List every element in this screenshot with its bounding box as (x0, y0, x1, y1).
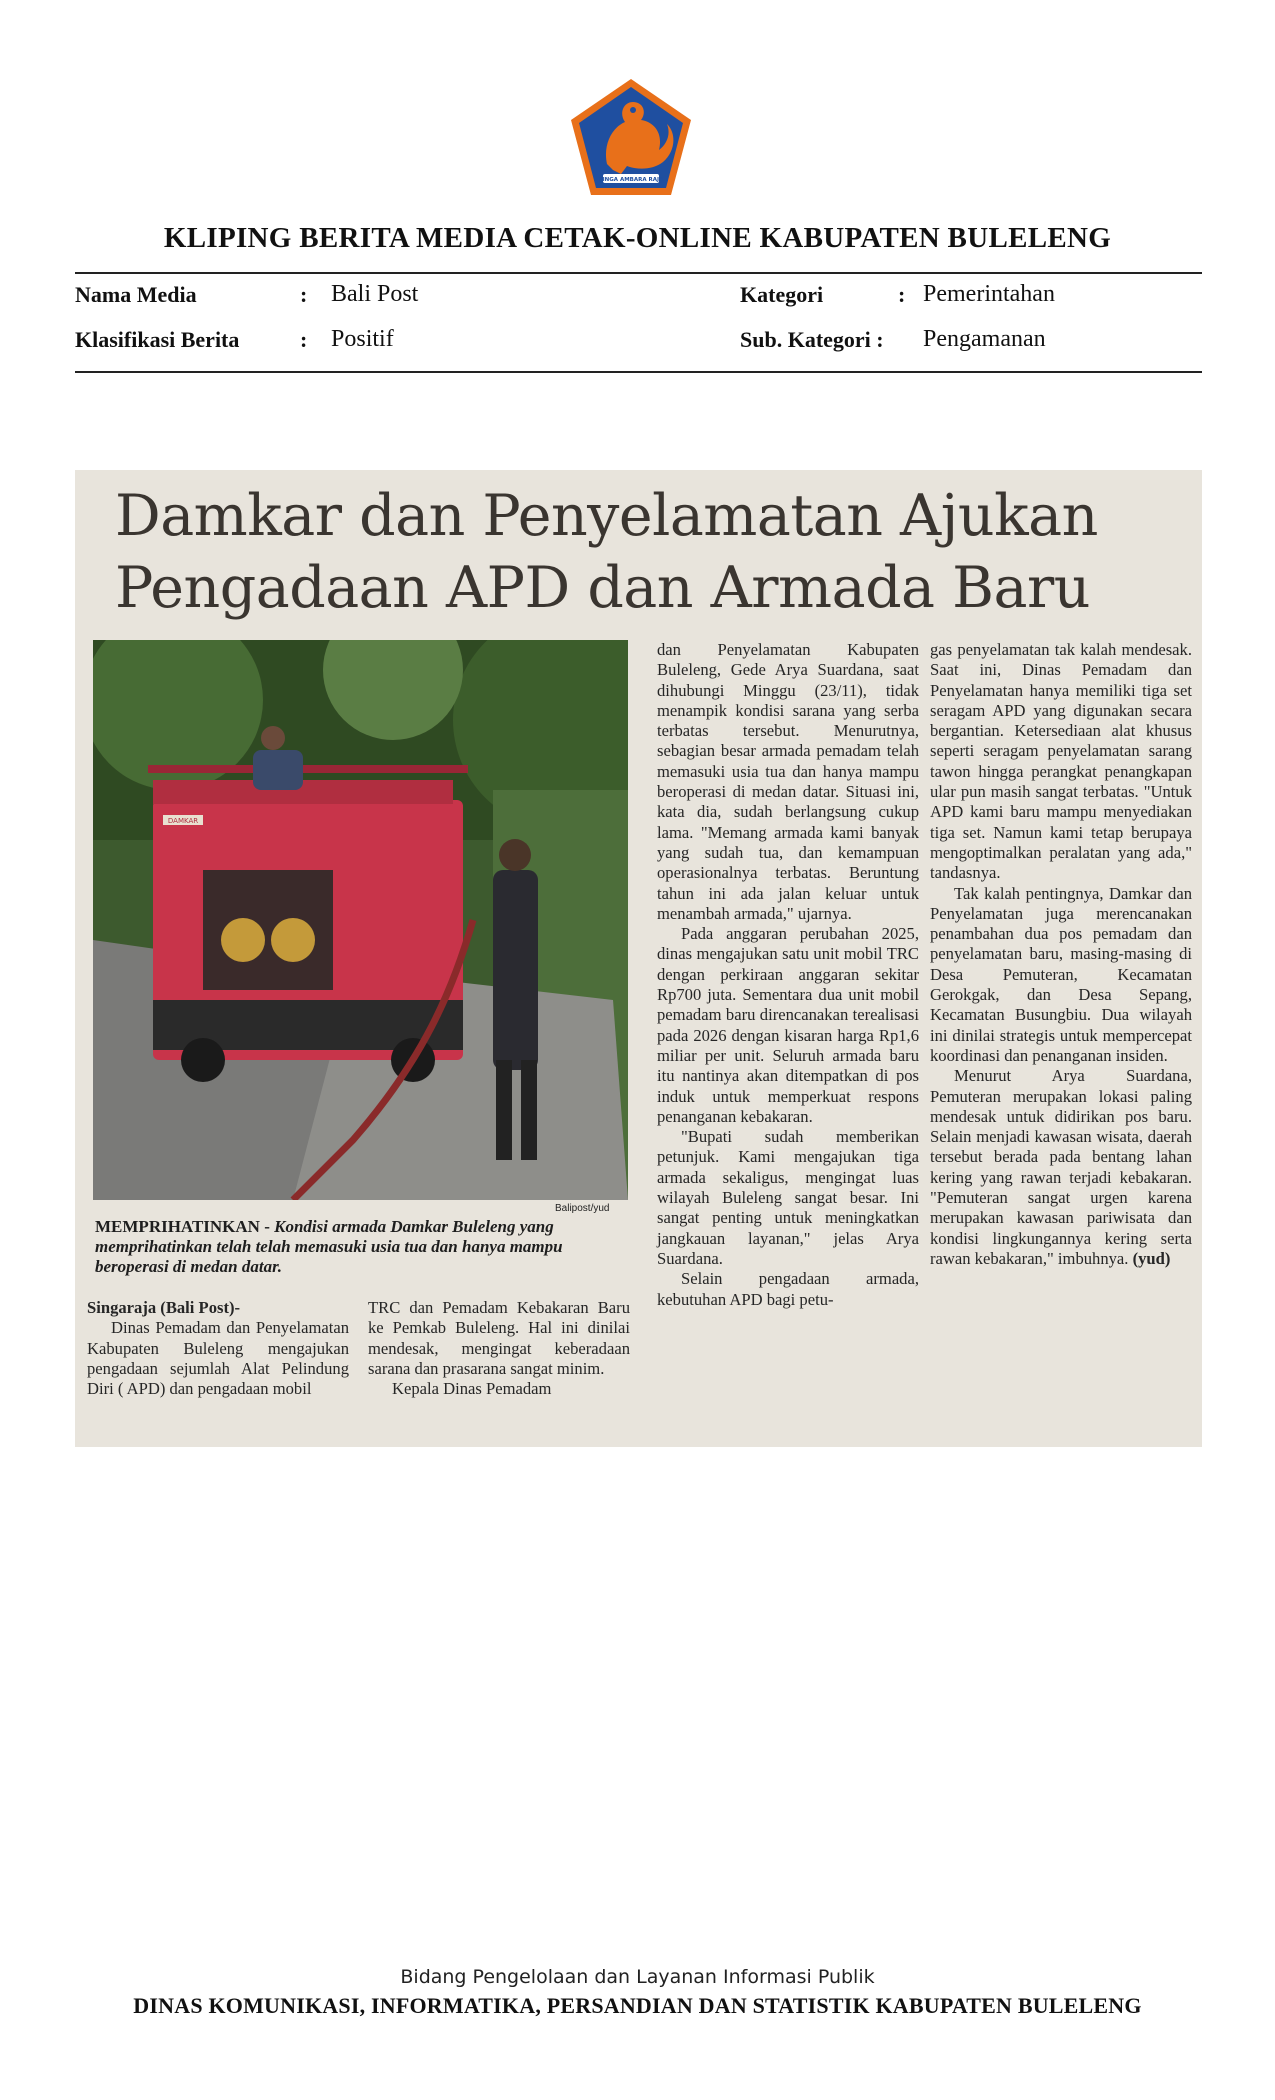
article-headline (115, 480, 1195, 624)
document-title: KLIPING BERITA MEDIA CETAK-ONLINE KABUPATEN BULELENG (163, 222, 1112, 254)
media-colon: : (300, 282, 308, 307)
subkategori-value: Pengamanan (923, 326, 1046, 352)
logo-motto: SINGA AMBARA RAJA (598, 177, 664, 183)
header-top-rule (75, 272, 1202, 274)
footer-division: Bidang Pengelolaan dan Layanan Informasi Publik (400, 1966, 875, 1988)
photo-caption (95, 1217, 635, 1277)
article-column-3 (657, 640, 919, 1310)
col4-paragraph-1: gas penyelamatan tak kalah mendesak. Saat ini, Dinas Pemadam dan Penyelamatan hanya memiliki tiga set seragam APD yang digunakan secara bergantian. Ketersediaan alat khusus seperti seragam penyelamatan sarang tawon hingga perangkat penangkapan ular pun masih sangat terbatas. "Untuk APD kami baru mampu menyediakan tiga set. Namun kami tetap berupaya mengoptimalkan peralatan yang ada," tandasnya. (930, 640, 1192, 883)
article-column-4 (930, 640, 1192, 1269)
col2-paragraph-1: TRC dan Pemadam Kebakaran Baru ke Pemkab Buleleng. Hal ini dinilai mendesak, mengingat keberadaan sarana dan prasarana sangat minim. (368, 1298, 630, 1378)
headline-line-1: Damkar dan Penyelamatan Ajukan (115, 483, 1098, 549)
col4-paragraph-3 (930, 1066, 1192, 1269)
article-byline: (yud) (1132, 1248, 1171, 1268)
header-bottom-rule (75, 371, 1202, 373)
col1-paragraph: Dinas Pemadam dan Penyelamatan Kabupaten Buleleng mengajukan pengadaan sejumlah Alat Pelindung Diri ( APD) dan pengadaan mobil (87, 1318, 349, 1399)
headline-line-2: Pengadaan APD dan Armada Baru (115, 555, 1090, 621)
caption-text: Kondisi armada Damkar Buleleng yang memprihatinkan telah telah memasuki usia tua dan hanya mampu beroperasi di medan datar. (95, 1217, 563, 1276)
media-value: Bali Post (331, 281, 419, 307)
col4-paragraph-3-text: Menurut Arya Suardana, Pemuteran merupakan lokasi paling mendesak untuk didirikan pos baru. Selain menjadi kawasan wisata, daerah tersebut berada pada bentang lahan kering yang rawan terjadi kebakaran. "Pemuteran sangat urgen karena merupakan kawasan pariwisata dan kondisi lingkungannya kering serta rawan kebakaran," imbuhnya. (930, 1066, 1192, 1268)
newspaper-clipping (75, 470, 1202, 1447)
col3-paragraph-2: Pada anggaran perubahan 2025, dinas mengajukan satu unit mobil TRC dengan perkiraan anggaran sekitar Rp700 juta. Sementara dua unit mobil pemadam baru direncanakan terealisasi pada 2026 dengan kisaran harga Rp1,6 miliar per unit. Seluruh armada baru itu nantinya akan ditempatkan di pos induk untuk memperkuat respons penanganan kebakaran. (657, 924, 919, 1126)
fire-truck-photo (93, 640, 628, 1200)
footer-agency: DINAS KOMUNIKASI, INFORMATIKA, PERSANDIAN DAN STATISTIK KABUPATEN BULELENG (133, 1993, 1142, 2018)
truck-door-text: DAMKAR (167, 817, 199, 825)
kategori-value: Pemerintahan (923, 281, 1055, 307)
col3-paragraph-3: "Bupati sudah memberikan petunjuk. Kami mengajukan tiga armada sekaligus, mengingat luas wilayah Buleleng sangat besar. Ini sangat penting untuk meningkatkan jangkauan layanan," jelas Arya Suardana. (657, 1127, 919, 1268)
klasifikasi-value: Positif (331, 326, 394, 352)
buleleng-emblem-logo (567, 76, 695, 198)
subkategori-label: Sub. Kategori : (740, 327, 884, 352)
col3-paragraph-1: dan Penyelamatan Kabupaten Buleleng, Gede Arya Suardana, saat dihubungi Minggu (23/11), tidak menampik kondisi sarana yang serba terbatas tersebut. Menurutnya, sebagian besar armada pemadam telah memasuki usia tua dan hanya mampu beroperasi di medan datar. Situasi ini, kata dia, sudah berlangsung cukup lama. "Memang armada kami banyak yang sudah tua, dan kemampuan operasionalnya terbatas. Beruntung tahun ini ada jalan keluar untuk menambah armada," ujarnya. (657, 640, 919, 923)
article-column-1 (87, 1298, 349, 1399)
klasifikasi-label: Klasifikasi Berita (75, 327, 240, 352)
klasifikasi-colon: : (300, 327, 308, 352)
col3-paragraph-4: Selain pengadaan armada, kebutuhan APD bagi petu- (657, 1269, 919, 1309)
article-column-2 (368, 1298, 630, 1399)
caption-lead: MEMPRIHATINKAN - (95, 1217, 270, 1236)
article-dateline: Singaraja (Bali Post)- (87, 1298, 241, 1317)
media-label: Nama Media (75, 282, 197, 307)
kategori-label: Kategori (740, 282, 824, 307)
col2-paragraph-2: Kepala Dinas Pemadam (392, 1379, 552, 1399)
col4-paragraph-2: Tak kalah pentingnya, Damkar dan Penyelamatan juga merencanakan penambahan dua pos pemadam dan penyelamatan baru, masing-masing di Desa Pemuteran, Kecamatan Gerokgak, dan Desa Sepang, Kecamatan Busungbiu. Dua wilayah ini dinilai strategis untuk mempercepat koordinasi dan penanganan insiden. (930, 883, 1192, 1065)
kategori-colon: : (898, 282, 906, 307)
photo-credit: Balipost/yud (555, 1203, 610, 1214)
